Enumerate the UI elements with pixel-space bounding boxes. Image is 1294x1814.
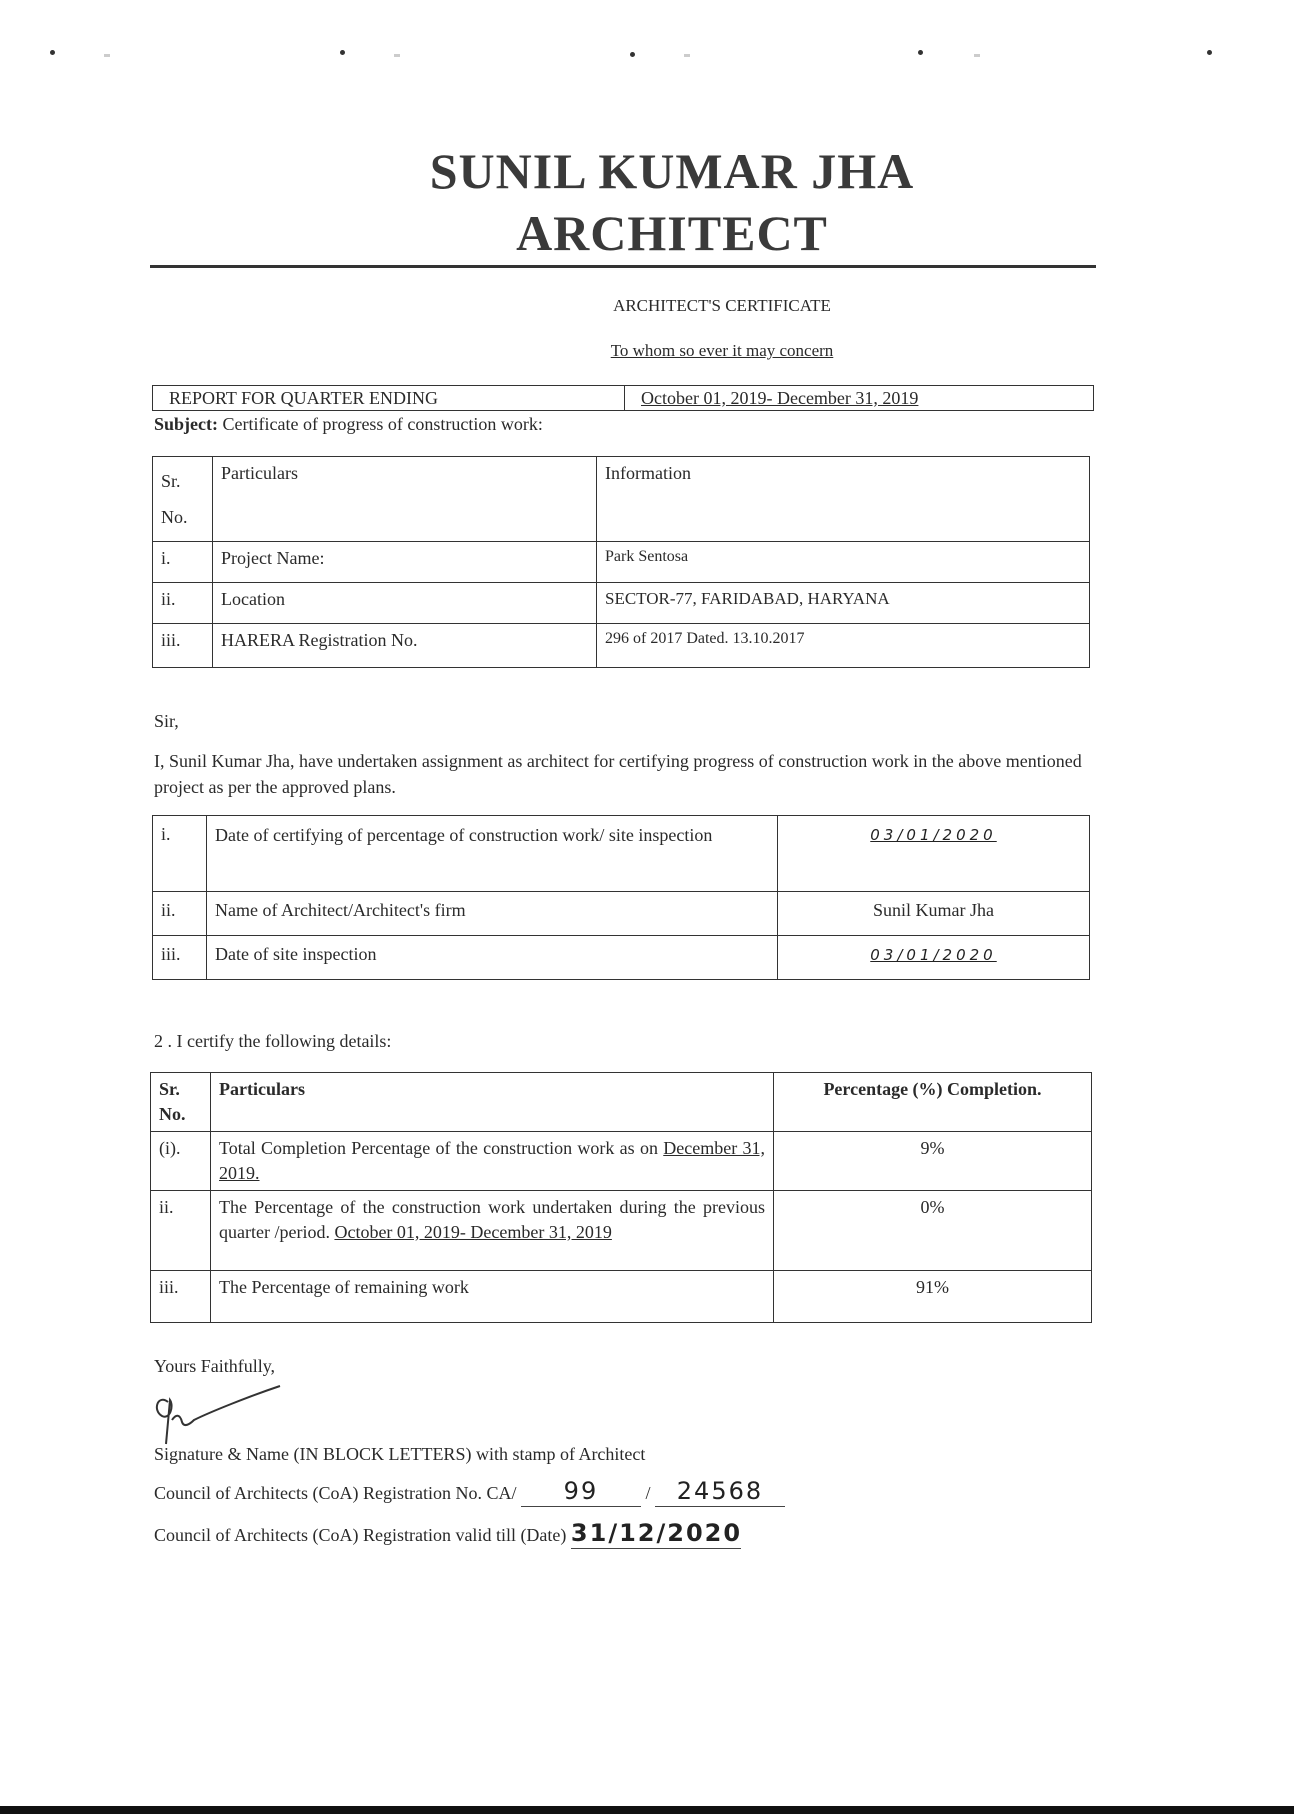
table-row — [151, 1132, 1092, 1191]
table-row — [151, 1271, 1092, 1323]
coa-number-field — [655, 1478, 785, 1507]
cell-percentage: 0% — [774, 1191, 1092, 1271]
cell-sr: i. — [153, 816, 207, 892]
cell-particular: Date of certifying of percentage of construction work/ site inspection — [207, 816, 778, 892]
header-percentage: Percentage (%) Completion. — [774, 1073, 1092, 1132]
cell-sr: iii. — [153, 936, 207, 980]
cell-percentage: 9% — [774, 1132, 1092, 1191]
certify-heading: 2 . I certify the following details: — [154, 1031, 392, 1051]
project-table — [152, 456, 1090, 668]
scan-mark — [50, 50, 55, 55]
table-header-row — [151, 1073, 1092, 1132]
letterhead-divider — [150, 265, 1096, 268]
cell-handwritten-date — [778, 936, 1090, 980]
cell-particular — [211, 1132, 774, 1191]
page-bottom-border — [0, 1806, 1294, 1814]
header-sr: Sr. No. — [151, 1073, 211, 1132]
cell-particular: Location — [213, 583, 597, 624]
signature-label: Signature & Name (IN BLOCK LETTERS) with stamp of Architect — [154, 1444, 646, 1464]
table-row — [153, 624, 1090, 668]
cell-particular: Name of Architect/Architect's firm — [207, 892, 778, 936]
particular-date: December 31, 2019. — [219, 1138, 765, 1183]
quarter-label: REPORT FOR QUARTER ENDING — [153, 386, 625, 410]
cell-percentage: 91% — [774, 1271, 1092, 1323]
cell-sr: (i). — [151, 1132, 211, 1191]
cell-sr: ii. — [153, 583, 213, 624]
letterhead-profession: ARCHITECT — [516, 205, 828, 261]
particular-date: October 01, 2019- December 31, 2019 — [334, 1222, 612, 1242]
cell-particular — [211, 1191, 774, 1271]
valid-label: Council of Architects (CoA) Registration valid till (Date) — [154, 1525, 567, 1545]
table-row — [153, 892, 1090, 936]
table-row — [153, 583, 1090, 624]
table-row — [153, 936, 1090, 980]
cell-sr: i. — [153, 542, 213, 583]
cell-info: 296 of 2017 Dated. 13.10.2017 — [597, 624, 1090, 668]
certificate-title: ARCHITECT'S CERTIFICATE — [613, 296, 831, 315]
coa-year: 99 — [563, 1477, 599, 1505]
scan-mark — [104, 54, 110, 57]
coa-year-field — [521, 1478, 641, 1507]
coa-valid-line — [154, 1520, 741, 1549]
handwritten-certify-date: 03/01/2020 — [870, 826, 997, 844]
intro-paragraph: I, Sunil Kumar Jha, have undertaken assignment as architect for certifying progress of construction work in the above mentioned project as per the approved plans. — [154, 751, 1082, 797]
header-particulars: Particulars — [211, 1073, 774, 1132]
quarter-box — [152, 385, 1094, 411]
valid-date-field — [571, 1520, 741, 1549]
greeting: Sir, — [154, 711, 179, 731]
letterhead-name: SUNIL KUMAR JHA — [429, 143, 915, 199]
particular-text: The Percentage of the construction work undertaken during the previous quarter /period. — [219, 1197, 765, 1242]
particular-text: Total Completion Percentage of the construction work as on — [219, 1138, 664, 1158]
salutation-header: To whom so ever it may concern — [610, 341, 834, 360]
inspection-table — [152, 815, 1090, 980]
cell-particular: HARERA Registration No. — [213, 624, 597, 668]
header-sr: Sr. No. — [153, 457, 213, 542]
closing-yours: Yours Faithfully, — [154, 1356, 276, 1376]
scan-mark — [684, 54, 690, 57]
table-row — [153, 816, 1090, 892]
cell-particular: Project Name: — [213, 542, 597, 583]
signature-icon — [150, 1380, 290, 1450]
cell-handwritten-date — [778, 816, 1090, 892]
cell-sr: iii. — [153, 624, 213, 668]
scan-mark — [918, 50, 923, 55]
cell-info: Park Sentosa — [597, 542, 1090, 583]
scan-mark — [974, 54, 980, 57]
scan-mark — [630, 52, 635, 57]
subject-label: Subject: — [154, 414, 218, 434]
table-row — [153, 542, 1090, 583]
scan-mark — [1207, 50, 1212, 55]
cell-sr: iii. — [151, 1271, 211, 1323]
quarter-value: October 01, 2019- December 31, 2019 — [641, 388, 919, 408]
cell-particular: Date of site inspection — [207, 936, 778, 980]
coa-registration-line: Council of Architects (CoA) Registration No. CA/ 99 / 24568 — [154, 1478, 785, 1507]
scan-mark — [340, 50, 345, 55]
header-information: Information — [597, 457, 1090, 542]
table-row — [151, 1191, 1092, 1271]
header-particulars: Particulars — [213, 457, 597, 542]
subject-line — [154, 414, 543, 435]
handwritten-inspection-date: 03/01/2020 — [870, 946, 997, 964]
cell-sr: ii. — [151, 1191, 211, 1271]
cell-info: SECTOR-77, FARIDABAD, HARYANA — [597, 583, 1090, 624]
table-header-row — [153, 457, 1090, 542]
completion-table — [150, 1072, 1092, 1323]
cell-sr: ii. — [153, 892, 207, 936]
cell-architect-name: Sunil Kumar Jha — [778, 892, 1090, 936]
coa-label: Council of Architects (CoA) Registration No. CA/ — [154, 1483, 517, 1503]
coa-number: 24568 — [676, 1477, 764, 1505]
scan-mark — [394, 54, 400, 57]
cell-particular: The Percentage of remaining work — [211, 1271, 774, 1323]
subject-text: Certificate of progress of construction work: — [218, 414, 543, 434]
valid-date: 31/12/2020 — [570, 1519, 743, 1547]
